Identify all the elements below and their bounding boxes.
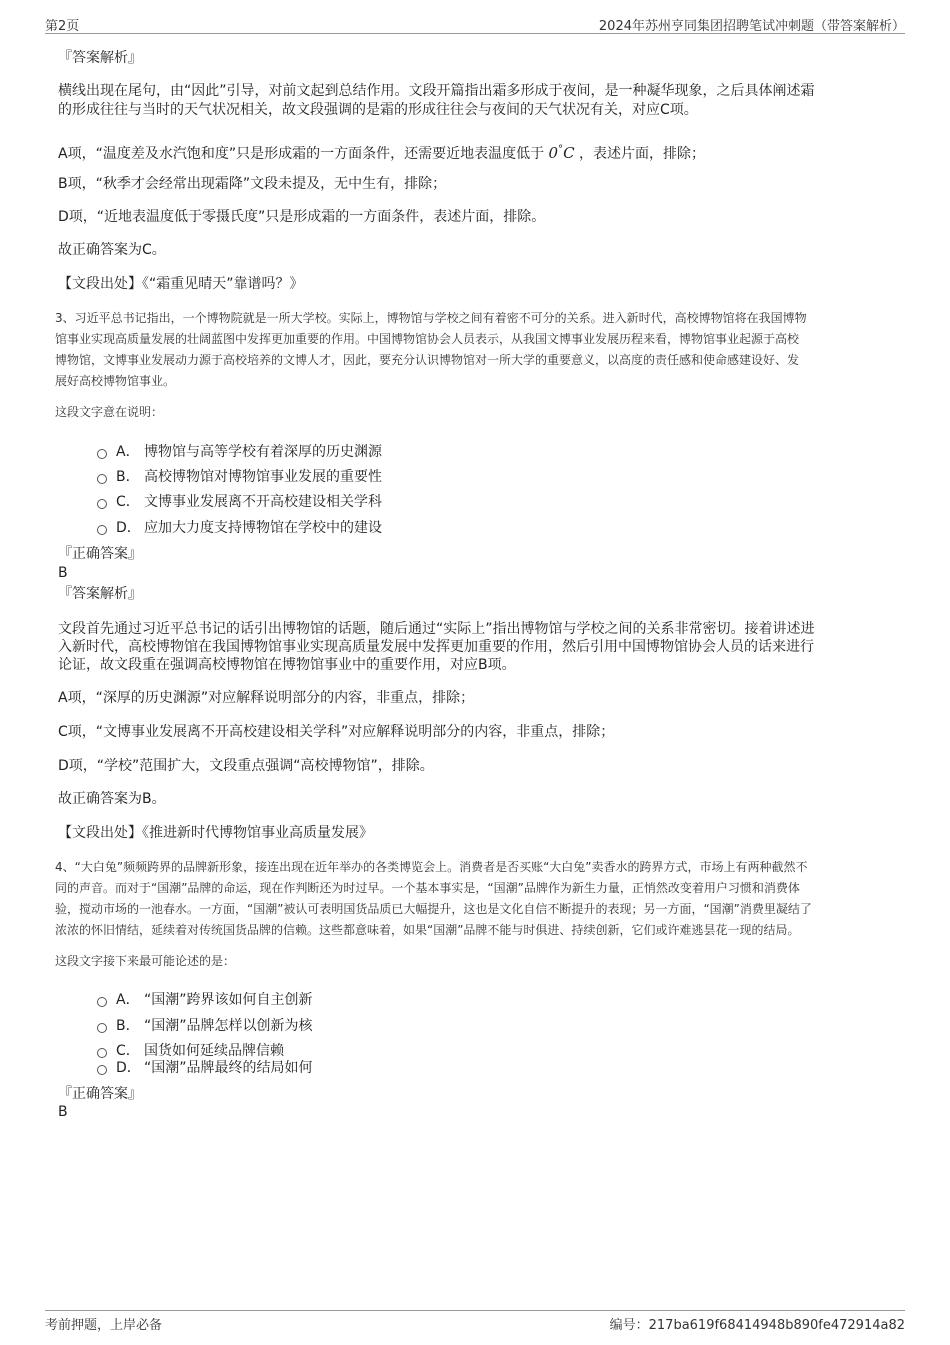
option-letter: A． [116, 992, 140, 1008]
q2-source: 【文段出处】《“霜重见晴天”靠谱吗？》 [58, 276, 304, 292]
option-letter: D． [116, 1060, 141, 1076]
q3-stem-line: 3、习近平总书记指出，一个博物院就是一所大学校。实际上，博物馆与学校之间有着密不可分的关系。进入新时代，高校博物馆将在我国博物 [55, 311, 807, 325]
q3-analysis-line: 入新时代，高校博物馆在我国博物馆事业实现高质量发展中发挥更加重要的作用，然后引用中国博物馆协会人员的话来进行 [58, 639, 814, 655]
option-letter: B． [116, 469, 140, 485]
q4-prompt: 这段文字接下来最可能论述的是： [55, 954, 236, 968]
q3-option-a-explanation: A项，“深厚的历史渊源”对应解释说明部分的内容，非重点，排除； [58, 690, 475, 706]
footer-slogan: 考前押题，上岸必备 [45, 1318, 163, 1333]
q2-option-a-explanation [58, 141, 705, 163]
radio-button-icon[interactable] [97, 1023, 107, 1033]
option-letter: B． [116, 1018, 140, 1034]
q3-option-d[interactable] [97, 517, 382, 537]
q3-option-b[interactable] [97, 466, 382, 486]
q3-analysis-heading: 『答案解析』 [58, 586, 142, 602]
document-code: 编号：217ba619f68414948b890fe472914a82 [609, 1318, 905, 1333]
q4-option-a[interactable] [97, 989, 313, 1009]
q3-answer-heading: 『正确答案』 [58, 546, 142, 562]
q3-option-c[interactable] [97, 491, 382, 511]
radio-button-icon[interactable] [97, 449, 107, 459]
option-letter: D． [116, 520, 141, 536]
q3-source: 【文段出处】《推进新时代博物馆事业高质量发展》 [58, 825, 373, 841]
q2-analysis-heading: 『答案解析』 [58, 50, 142, 66]
q2-conclusion: 故正确答案为C。 [58, 242, 166, 258]
q3-analysis-line: 论证，故文段重在强调高校博物馆在博物馆事业中的重要作用，对应B项。 [58, 657, 516, 673]
q3-conclusion: 故正确答案为B。 [58, 791, 166, 807]
option-text: 高校博物馆对博物馆事业发展的重要性 [144, 469, 382, 485]
formula-unit: C [563, 144, 575, 162]
formula-degree: ° [558, 144, 564, 155]
option-text: 国货如何延续品牌信赖 [144, 1043, 284, 1059]
option-text: 文博事业发展离不开高校建设相关学科 [144, 494, 382, 510]
q2-analysis-line: 的形成往往与当时的天气状况相关，故文段强调的是霜的形成往往会与夜间的天气状况有关，对应C项。 [58, 102, 698, 118]
q3-stem-line: 展好高校博物馆事业。 [55, 374, 176, 388]
option-text: “国潮”品牌最终的结局如何 [144, 1060, 313, 1076]
radio-button-icon[interactable] [97, 1065, 107, 1075]
option-letter: A． [116, 444, 140, 460]
page-number: 第2页 [45, 19, 80, 34]
radio-button-icon[interactable] [97, 474, 107, 484]
q3-answer: B [58, 565, 68, 581]
formula-number: 0 [548, 144, 559, 162]
q3-analysis-line: 文段首先通过习近平总书记的话引出博物馆的话题，随后通过“实际上”指出博物馆与学校之间的关系非常密切。接着讲述进 [58, 621, 815, 637]
q2-option-b-explanation: B项，“秋季才会经常出现霜降”文段未提及，无中生有，排除； [58, 176, 447, 192]
option-text: “国潮”品牌怎样以创新为核 [144, 1018, 313, 1034]
q4-answer-heading: 『正确答案』 [58, 1086, 142, 1102]
q4-stem-line: 4、“大白兔”频频跨界的品牌新形象，接连出现在近年举办的各类博览会上。消费者是否买账“大白兔”卖香水的跨界方式，市场上有两种截然不 [55, 860, 808, 874]
q4-stem-line: 浓浓的怀旧情结，延续着对传统国货品牌的信赖。这些都意味着，如果“国潮”品牌不能与时俱进、持续创新，它们或许难逃昙花一现的结局。 [55, 923, 800, 937]
radio-button-icon[interactable] [97, 525, 107, 535]
radio-button-icon[interactable] [97, 499, 107, 509]
q4-option-d[interactable] [97, 1057, 313, 1077]
header-divider [45, 33, 905, 34]
q3-option-d-explanation: D项，“学校”范围扩大，文段重点强调“高校博物馆”，排除。 [58, 758, 434, 774]
footer-divider [45, 1310, 905, 1311]
q3-stem-line: 博物馆，文博事业发展动力源于高校培养的文博人才，因此，要充分认识博物馆对一所大学的重要意义，以高度的责任感和使命感建设好、发 [55, 353, 800, 367]
radio-button-icon[interactable] [97, 997, 107, 1007]
zero-celsius-formula [549, 144, 575, 162]
option-letter: C． [116, 1043, 140, 1059]
q4-stem-line: 验，搅动市场的一池春水。一方面，“国潮”被认可表明国货品质已大幅提升，这也是文化自信不断提升的表现；另一方面，“国潮”消费里凝结了 [55, 902, 812, 916]
q2-analysis-line: 横线出现在尾句，由“因此”引导，对前文起到总结作用。文段开篇指出霜多形成于夜间，是一种凝华现象，之后具体阐述霜 [58, 83, 815, 99]
q4-answer: B [58, 1104, 68, 1120]
q4-option-b[interactable] [97, 1015, 313, 1035]
q2-option-d-explanation: D项，“近地表温度低于零摄氏度”只是形成霜的一方面条件，表述片面，排除。 [58, 209, 546, 225]
q3-stem-line: 馆事业实现高质量发展的壮阔蓝图中发挥更加重要的作用。中国博物馆协会人员表示，从我国文博事业发展历程来看，博物馆事业起源于高校 [55, 332, 800, 346]
option-letter: C． [116, 494, 140, 510]
q3-option-c-explanation: C项，“文博事业发展离不开高校建设相关学科”对应解释说明部分的内容，非重点，排除； [58, 724, 615, 740]
document-title: 2024年苏州亨同集团招聘笔试冲刺题（带答案解析） [598, 19, 905, 34]
q3-prompt: 这段文字意在说明： [55, 405, 164, 419]
q3-option-a[interactable] [97, 441, 382, 461]
q2-a-text: A项，“温度差及水汽饱和度”只是形成霜的一方面条件，还需要近地表温度低于 [58, 146, 545, 162]
option-text: 博物馆与高等学校有着深厚的历史渊源 [144, 444, 382, 460]
q4-stem-line: 同的声音。而对于“国潮”品牌的命运，现在作判断还为时过早。一个基本事实是，“国潮”品牌作为新生力量，正悄然改变着用户习惯和消费体 [55, 881, 800, 895]
option-text: 应加大力度支持博物馆在学校中的建设 [144, 520, 382, 536]
option-text: “国潮”跨界该如何自主创新 [144, 992, 313, 1008]
q2-a-text-after: ，表述片面，排除； [579, 146, 706, 162]
